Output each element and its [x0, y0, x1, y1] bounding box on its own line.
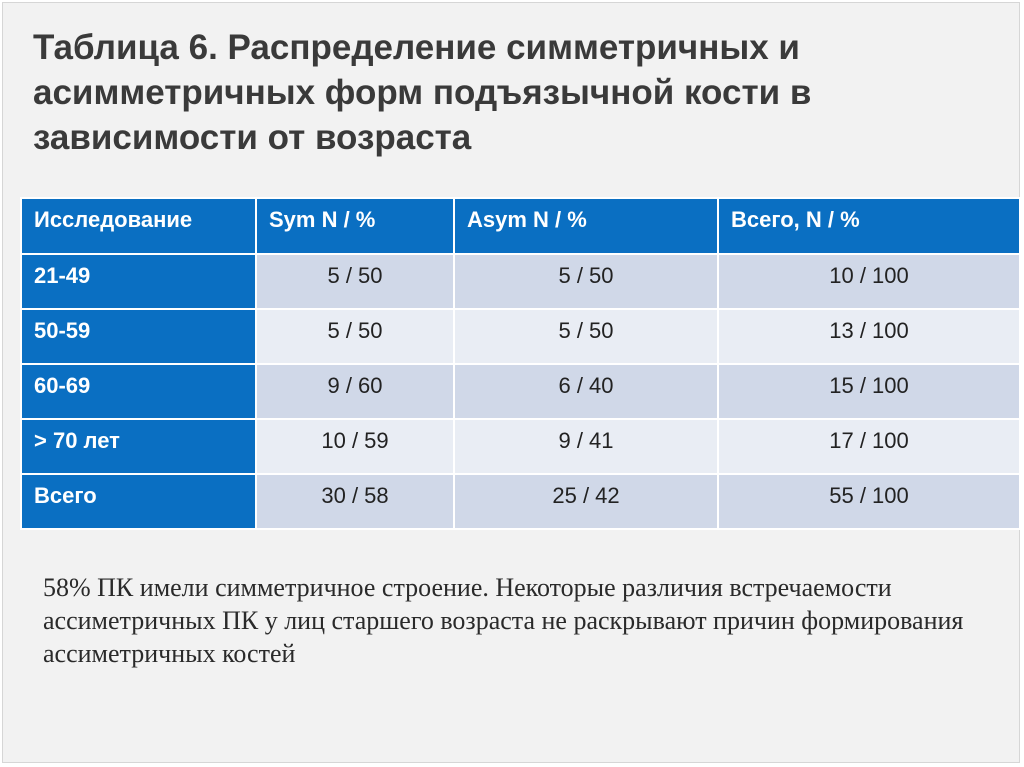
row-label: Всего — [21, 474, 256, 529]
slide-title: Таблица 6. Распределение симметричных и асимметричных форм подъязычной кости в зависимости от возраста — [33, 28, 812, 157]
conclusion-note: 58% ПК имели симметричное строение. Некоторые различия встречаемости ассиметричных ПК у лиц старшего возраста не раскрывают причин формирования ассиметричных костей — [43, 573, 964, 668]
table-row — [21, 309, 1020, 364]
total-cell: 55 / 100 — [718, 474, 1020, 529]
header-study: Исследование — [21, 198, 256, 254]
asym-cell: 5 / 50 — [454, 254, 718, 309]
sym-cell: 5 / 50 — [256, 254, 454, 309]
table-row — [21, 364, 1020, 419]
sym-cell: 30 / 58 — [256, 474, 454, 529]
total-cell: 10 / 100 — [718, 254, 1020, 309]
row-label: 60-69 — [21, 364, 256, 419]
table-row — [21, 254, 1020, 309]
slide — [2, 2, 1020, 763]
sym-cell: 5 / 50 — [256, 309, 454, 364]
asym-cell: 5 / 50 — [454, 309, 718, 364]
table-row — [21, 419, 1020, 474]
total-cell: 13 / 100 — [718, 309, 1020, 364]
asym-cell: 9 / 41 — [454, 419, 718, 474]
sym-cell: 10 / 59 — [256, 419, 454, 474]
header-asym: Asym N / % — [454, 198, 718, 254]
sym-cell: 9 / 60 — [256, 364, 454, 419]
asym-cell: 6 / 40 — [454, 364, 718, 419]
asym-cell: 25 / 42 — [454, 474, 718, 529]
header-sym: Sym N / % — [256, 198, 454, 254]
total-cell: 17 / 100 — [718, 419, 1020, 474]
table-row — [21, 474, 1020, 529]
age-distribution-table — [20, 197, 1021, 530]
table-header-row — [21, 198, 1020, 254]
row-label: 50-59 — [21, 309, 256, 364]
row-label: 21-49 — [21, 254, 256, 309]
total-cell: 15 / 100 — [718, 364, 1020, 419]
header-total: Всего, N / % — [718, 198, 1020, 254]
row-label: > 70 лет — [21, 419, 256, 474]
